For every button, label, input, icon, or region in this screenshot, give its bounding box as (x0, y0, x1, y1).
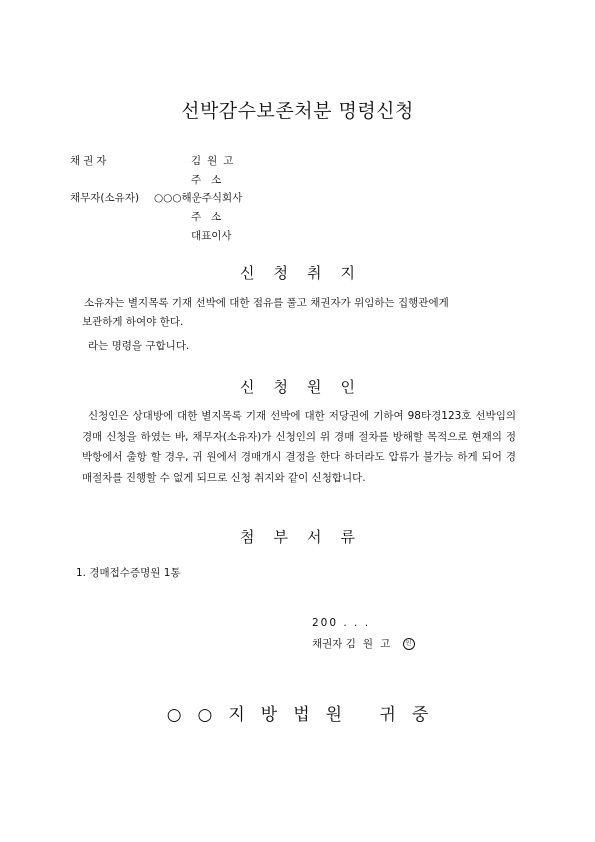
seal-icon: 인 (403, 638, 415, 650)
attachments-heading: 첨부서류 (240, 528, 374, 546)
debtor-label: 채무자(소유자) (70, 192, 140, 204)
cause-body: 신청인은 상대방에 대한 별지목록 기재 선박에 대한 저당권에 기하여 98타경123호 선박임의경매 신청을 하였는 바, 채무자(소유자)가 신청인의 위 경매 절차를 방해할 목적으로 현재의 정박항에서 출항 할 경우, 귀 원에서 경매개시 결정을 한다 하더라도 압류가 불가능 하게 되어 경매절차를 진행할 수 없게 되므로 신청 취지와 같이 신청합니다. (82, 410, 516, 484)
creditor-label: 채권자 (70, 155, 110, 167)
purpose-closing: 라는 명령을 구합니다. (88, 340, 190, 352)
signer-name: 김원고 (345, 638, 398, 650)
attachment-item: 1. 경매접수증명원 1통 (76, 567, 181, 579)
filing-date: 200 . . . (312, 617, 371, 629)
debtor-representative-label: 대표이사 (191, 230, 232, 242)
creditor-address-label: 주소 (191, 174, 232, 186)
debtor-address-label: 주소 (191, 211, 232, 223)
debtor-name: ○○○해운주식회사 (154, 192, 243, 204)
signer-label: 채권자 (312, 638, 343, 650)
signature-line (312, 636, 415, 651)
cause-heading: 신청원인 (240, 378, 374, 396)
document-title: 선박감수보존처분 명령신청 (181, 100, 414, 122)
court-addressee: ○○지방법원 귀중 (166, 705, 445, 725)
purpose-body-continued: 보관하게 하여야 한다. (82, 316, 184, 328)
purpose-body: 소유자는 별지목록 기재 선박에 대한 점유를 풀고 채권자가 위임하는 집행관에게 (84, 297, 449, 309)
creditor-name: 김원고 (191, 155, 240, 167)
purpose-heading: 신청취지 (240, 264, 374, 282)
